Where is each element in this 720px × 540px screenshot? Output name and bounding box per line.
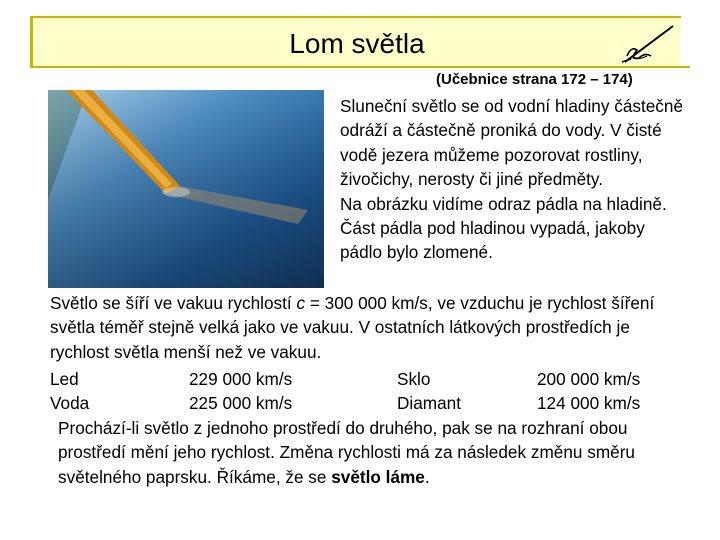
speed-text-end: = 300 000 km/s, ve vzduchu je rychlost šíření světla téměř stejně velká jako ve vakuu. V ostatních látkových prostředích je rychlost světla menší než ve vakuu. [50,293,655,362]
material-speed: 124 000 km/s [537,393,641,414]
intro-paragraph-2: Na obrázku vidíme odraz pádla na hladině. Část pádla pod hladinou vypadá, jakoby pádlo bylo zlomené. [340,193,667,263]
material-speed: 225 000 km/s [189,393,293,414]
speed-table [50,367,690,416]
title-divider [30,66,690,68]
speed-text-start: Světlo se šíří ve vakuu rychlostí [50,293,297,313]
title-band [30,16,681,68]
material-speed: 229 000 km/s [189,369,293,389]
refraction-paragraph [58,416,698,489]
pen-writing-icon [619,22,677,66]
material-name: Voda [50,393,90,414]
material-speed: 200 000 km/s [537,369,641,389]
speed-row [50,367,690,391]
intro-paragraph-1: Sluneční světlo se od vodní hladiny částečně odráží a částečně proniká do vody. V čisté vodě jezera můžeme pozorovat rostliny, živočichy, nerosty či jiné předměty. [340,96,684,190]
refraction-text: Prochází-li světlo z jednoho prostředí do druhého, pak se na rozhraní obou prostředí mění jeho rychlost. Změna rychlosti má za následek změnu směru světelného paprsku. Říkáme, že se [58,418,635,487]
refraction-end: . [424,466,430,487]
material-name: Led [50,369,79,389]
textbook-reference: (Učebnice strana 172 – 174) [436,71,633,88]
material-name: Sklo [397,369,431,389]
speed-symbol: c [296,293,306,313]
intro-text [340,94,690,265]
material-name: Diamant [397,393,461,414]
refraction-keyword: světlo láme [331,466,425,487]
speed-row [50,391,690,415]
page-title: Lom světla [289,28,425,59]
paddle-in-water-image [48,90,324,288]
light-speed-paragraph [50,291,690,364]
